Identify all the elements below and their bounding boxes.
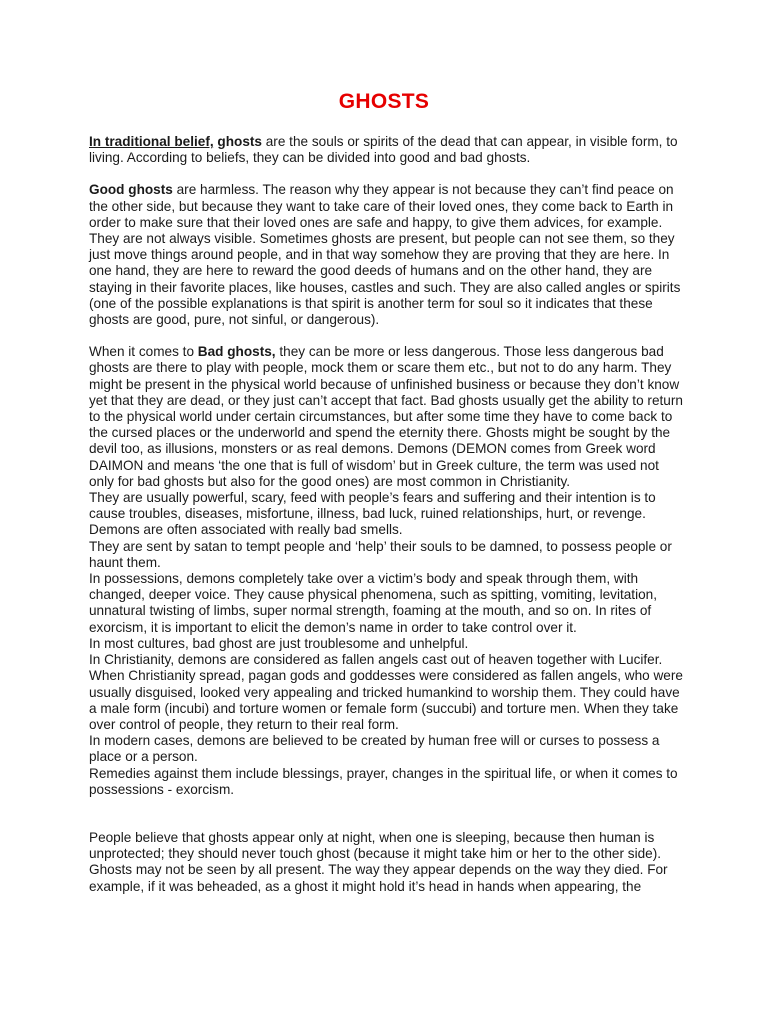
- demon-paragraph: Remedies against them include blessings, prayer, changes in the spiritual life, or when it comes to possessions - exorcism.: [89, 765, 678, 797]
- intro-keyword: ghosts: [217, 134, 262, 149]
- good-ghosts-text: are harmless. The reason why they appear is not because they can’t find peace on the other side, but because they want to take care of their loved ones, they come back to Earth in order to make sure that their loved ones are safe and happy, to give them advices, for example. They are not always visible. Sometimes ghosts are present, but people can not see them, so they just move things around people, and in that way somehow they are proving that they are here. In one hand, they are here to reward the good deeds of humans and on the other hand, they are staying in their favorite places, like houses, castles and such. They are also called angles or spirits (one of the possible explanations is that spirit is another term for soul so it indicates that these ghosts are good, pure, not sinful, or dangerous).: [89, 182, 681, 328]
- page-title: GHOSTS: [338, 90, 430, 113]
- intro-paragraph: [89, 134, 683, 166]
- good-ghosts-paragraph: [89, 182, 683, 328]
- good-ghosts-keyword: Good ghosts: [89, 182, 173, 198]
- bad-ghosts-paragraph: [89, 344, 683, 490]
- bad-ghosts-text: they can be more or less dangerous. Those less dangerous bad ghosts are there to play with people, mock them or scare them etc., but not to do any harm. They might be present in the physical world because of unfinished business or because they don’t know yet that they are dead, or they just can’t accept that fact. Bad ghosts usually get the ability to return to the physical world under certain circumstances, but after some time they have to come back to the cursed places or the underworld and spend the eternity there. Ghosts might be sought by the devil too, as illusions, monsters or as real demons. Demons (DEMON comes from Greek word DAIMON and means ‘the one that is full of wisdom’ but in Greek culture, the term was used not only for bad ghosts but also for the good ones) are most common in Christianity.: [89, 344, 683, 489]
- paragraph-spacer: [89, 798, 683, 830]
- intro-text: are the souls or spirits of the dead that can appear, in visible form, to living. According to beliefs, they can be divided into good and bad ghosts.: [89, 134, 678, 166]
- bad-ghosts-keyword: Bad ghosts,: [197, 344, 276, 360]
- bad-ghosts-pre: When it comes to: [89, 344, 195, 360]
- demon-paragraph: In modern cases, demons are believed to be created by human free will or curses to possess a place or a person.: [89, 733, 660, 765]
- demon-paragraph: In most cultures, bad ghost are just troublesome and unhelpful.: [89, 635, 469, 651]
- paragraph-spacer: [89, 166, 683, 182]
- intro-lead: In traditional belief,: [89, 134, 214, 149]
- document-body: [89, 134, 683, 895]
- paragraph-spacer: [89, 328, 683, 344]
- demon-paragraph: They are sent by satan to tempt people and ‘help’ their souls to be damned, to possess people or haunt them.: [89, 538, 672, 570]
- demon-paragraph: In possessions, demons completely take over a victim’s body and speak through them, with changed, deeper voice. They cause physical phenomena, such as spitting, vomiting, levitation, unnatural twisting of limbs, super normal strength, foaming at the mouth, and so on. In rites of exorcism, it is important to elicit the demon’s name in order to take control over it.: [89, 571, 658, 635]
- demon-paragraph: In Christianity, demons are considered as fallen angels cast out of heaven together with Lucifer. When Christianity spread, pagan gods and goddesses were considered as fallen angels, who were usually disguised, looked very appealing and tricked humankind to worship them. They could have a male form (incubi) and torture women or female form (succubi) and torture men. When they take over control of people, they return to their real form.: [89, 652, 683, 732]
- closing-paragraph: People believe that ghosts appear only at night, when one is sleeping, because then human is unprotected; they should never touch ghost (because it might take him or her to the other side). Ghosts may not be seen by all present. The way they appear depends on the way they died. For example, if it was beheaded, as a ghost it might hold it’s head in hands when appearing, the: [89, 829, 668, 894]
- demon-paragraph: They are usually powerful, scary, feed with people’s fears and suffering and their intention is to cause troubles, diseases, misfortune, illness, bad luck, ruined relationships, hurt, or revenge. Demons are often associated with really bad smells.: [89, 490, 656, 538]
